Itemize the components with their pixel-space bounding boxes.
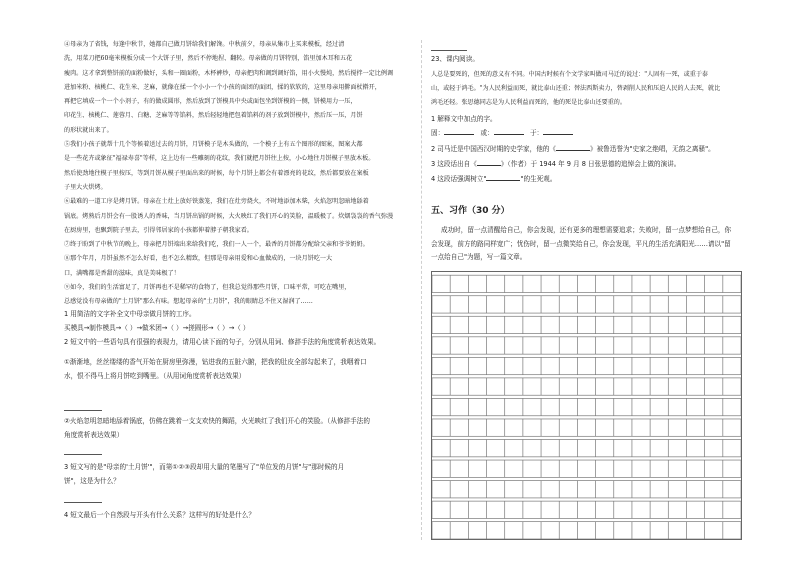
passage-line: 然后使劲地往模子里按压，等到月饼从模子里面出来的时候，每个月饼上都会有着漂亮的花纹，然后都要放在案板 (64, 169, 369, 177)
passage-line: 山，或轻于鸿毛。"为人民利益而死，就比泰山还重；替法西斯卖力，替剥削人民和压迫人民的人去死，就比 (431, 85, 721, 93)
right-q4-text-b: "的生死观。 (520, 175, 557, 183)
blank-input[interactable] (543, 126, 573, 135)
grid-row (432, 275, 741, 292)
section-title: 五、习作（30 分） (431, 206, 510, 216)
prompt-line: 成功时，留一点清醒给自己，你会发现，还有更多的理想需要追求；失败时，留一点梦想给自己，你 (441, 226, 732, 234)
reading-passage (64, 38, 414, 310)
passage-line: 洗，用菜刀把60毫米模板分成一个大饼子里，然后不停地捏、翻转。母亲做的月饼特别，馅里加木耳和五花 (64, 55, 353, 63)
passage-line: ④母亲为了省钱，每逢中秋节，她都自己做月饼给我们解馋。中秋前夕，母亲从集市上买来模板，经过清 (64, 41, 345, 48)
right-q4-line (431, 172, 741, 186)
passage-line: 是一些花卉或象征"福禄寿喜"等样，这上边有一些雕刻的花纹，我们就把月饼往上按，小心地往月饼模子里放木板。 (64, 155, 375, 163)
answer-line (64, 410, 102, 411)
blank-input[interactable] (486, 172, 520, 181)
right-q1 (431, 112, 741, 140)
question-1 (64, 307, 414, 335)
passage-line: 口，满嘴都是香甜的滋味，真是美味极了！ (64, 269, 180, 277)
question-2-sub2 (64, 414, 414, 442)
right-q2-line (431, 142, 741, 156)
question-2 (64, 335, 414, 384)
right-q3 (431, 157, 741, 171)
right-q3-line (431, 157, 741, 171)
grid-row (432, 501, 741, 518)
writing-prompt (431, 224, 741, 265)
grid-row (432, 440, 741, 457)
question-3-line: 饼"，这是为什么？ (64, 477, 120, 486)
right-q2 (431, 142, 741, 156)
composition-grid[interactable] (431, 271, 742, 540)
passage-line: 在厨房里，也飘到院子里去，引得邻居家的小孩都伸着脖子朝我家看。 (64, 226, 253, 234)
question-2-sub2-line: 角度赏析表达效果） (64, 431, 124, 440)
passage-line: 人总是要死的，但死的意义有不同。中国古时候有个文学家叫做司马迁的说过："人固有一死，或重于泰 (431, 71, 709, 78)
passage-line: ⑨如今，我们的生活富足了，月饼再也不是稀罕的食物了，但我总觉得那些月饼，口味平常，可吃在嘴里， (64, 284, 351, 292)
blank-input[interactable] (444, 126, 474, 135)
question-4-prompt: 4 短文最后一个自然段与开头有什么关系？这样写的好处是什么？ (64, 511, 255, 519)
grid-lines (432, 272, 741, 539)
grid-row (432, 522, 741, 539)
passage-line: 总感觉没有母亲做的"土月饼"那么有味。想起母亲的"土月饼"，我的眼睛总不住又湿润了…… (64, 298, 313, 306)
column-divider (421, 40, 422, 540)
right-q1-prompt: 1 解释文中加点的字。 (431, 115, 497, 123)
question-2-prompt: 2 短文中的一些语句具有很强的表现力，请用心读下面的句子，分别从用词、修辞手法的角度赏析表达效果。 (64, 338, 381, 346)
question-3 (64, 460, 414, 488)
grid-row (432, 419, 741, 436)
passage-line: 再把它填成一个一个小剂子，有的做成圆形，然后放到了饼模具中央或面包坐到饼模的一侧，饼模用力一压， (64, 98, 357, 106)
grid-row (432, 296, 741, 313)
grid-row (432, 481, 741, 498)
grid-row (432, 316, 741, 333)
question-3-line: 3 短文写的是"母亲的'土月饼'"，而第①②③段却用大量的笔墨写了"单位发的月饼"与"那时候的月 (64, 463, 345, 471)
passage-line: 的形状就出来了。 (64, 126, 113, 134)
right-q2-text-a: 2 司马迁是中国西汉时期的史学家，他的《 (431, 145, 556, 153)
passage-line: ⑧那个年月，月饼虽然不怎么好看，也不怎么精致，但那是母亲用爱和心血做成的，一块月饼吃一大 (64, 255, 333, 263)
grid-row (432, 398, 741, 415)
question-23-title: 23、课内阅读。 (431, 55, 479, 63)
right-q3-text-a: 3 这段话出自《 (431, 160, 477, 168)
passage-line: 印花生、核桃仁、莲蓉月、白糖、芝麻等等馅料，然后轻轻地把包着馅料的剂子放到饼模中，然后压一压，月饼 (64, 112, 363, 120)
question-1-prompt: 1 用简洁的文字补全文中母亲做月饼的工序。 (64, 310, 196, 318)
passage-line: ⑤我们小孩子就帮十几个等候着送过去的月饼，月饼模子是木头做的，一个模子上有五个图形的图案，图案大都 (64, 141, 363, 149)
answer-line (64, 502, 102, 503)
grid-row (432, 357, 741, 374)
blank-label-gu: 固： (431, 129, 445, 138)
grid-row (432, 460, 741, 477)
passage-line: 进加米粉、核桃仁、花生米、芝麻，就像在揉一个小小一个小孩的面团的面团，揉的软软的，这里母亲用擀面杖擀开， (64, 83, 381, 91)
passage-line: 子里大火烘烤。 (64, 183, 107, 191)
passage-line: 鸿毛还轻。张思德同志是为人民利益而死的，他的死是比泰山还要重的。 (431, 99, 626, 107)
question-1-flow: 买模具→制作模具→（ ）→做米团→（ ）→搓圆形→（ ）→（ ） (64, 324, 250, 333)
prompt-line: 一点给自己"为题，写一篇文章。 (431, 253, 527, 261)
grid-row (432, 378, 741, 395)
passage-line: 锅底。烤熟后月饼会有一股诱人的香味，当月饼出锅的时候，大火映红了我们开心的笑脸，温暖极了。炊烟袅袅的香气弥漫 (64, 212, 394, 220)
blank-label-huo: 或： (480, 129, 494, 138)
right-q4-text-a: 4 这段话强调树立" (431, 175, 487, 183)
right-q3-text-b: 》（作者）于 1944 年 9 月 8 日张思德的追悼会上做的演讲。 (500, 160, 681, 168)
question-23-label (431, 52, 741, 66)
passage-line: ⑦终于盼到了中秋节的晚上，母亲把月饼端出来给我们吃，我们一人一个，最香的月饼都分配给父亲和爷爷奶奶。 (64, 241, 369, 249)
answer-line (431, 50, 467, 51)
grid-row (432, 337, 741, 354)
classic-passage (431, 68, 741, 111)
blank-label-yu: 于： (529, 129, 544, 138)
question-4 (64, 508, 414, 522)
blank-input[interactable] (556, 142, 590, 151)
passage-line: 瘦肉。这才拿到整饼前的面粉做好，头和一圈面粉，木杯裤炒，母亲把肉和调到调好馅，用小火慢炖，然后搅拌一定比例调 (64, 69, 394, 77)
prompt-line: 会发现，前方的路同样宽广；忧伤时，留一点微笑给自己，你会发现，平凡的生活充满阳光……请以"留 (431, 239, 731, 248)
question-2-sub2-line: ②火焰忽明忽暗地舔着锅底，仿佛在跳着一支支欢快的舞蹈，火光映红了我们开心的笑脸。（从修辞手法的 (64, 417, 370, 425)
passage-line: ⑥最难的一道工序是烤月饼。母亲在土灶上放好铁蒸笼，我们在灶旁烧火，不时地添加木柴，火焰忽明忽暗地舔着 (64, 198, 369, 206)
question-2-sub1-line: 水，恨不得马上将月饼吃到嘴里。（从用词角度赏析表达效果） (64, 372, 246, 381)
blank-input[interactable] (494, 126, 524, 135)
right-q4 (431, 172, 741, 186)
right-q1-items (431, 126, 741, 140)
right-q2-text-b: 》被鲁迅誉为"史家之绝唱，无韵之离骚"。 (589, 145, 715, 153)
question-2-sub1-line: ①渐渐地，丝丝缕缕的香气开始在厨房里弥漫，钻进我的五脏六腑，把我的肚皮全部勾起来了，我咽着口 (64, 358, 367, 367)
answer-line (64, 454, 102, 455)
blank-input[interactable] (477, 157, 501, 166)
